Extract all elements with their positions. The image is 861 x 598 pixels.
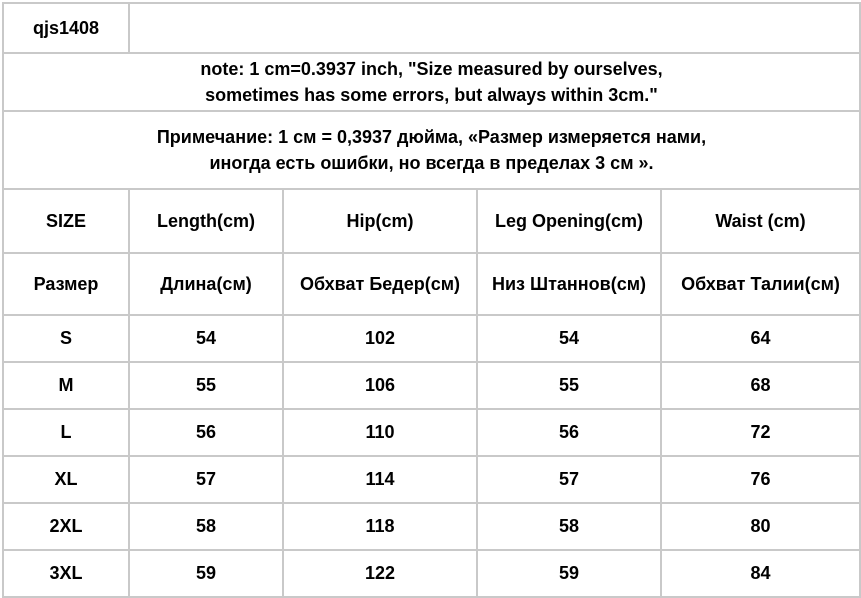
note-ru <box>3 111 860 189</box>
product-code: qjs1408 <box>3 3 129 53</box>
header-en-hip: Hip(cm) <box>283 189 477 253</box>
table-row <box>3 409 860 456</box>
size-label: 3XL <box>3 550 129 597</box>
waist-value: 80 <box>661 503 860 550</box>
header-ru-length: Длина(см) <box>129 253 283 315</box>
waist-value: 64 <box>661 315 860 362</box>
product-code-row <box>3 3 860 53</box>
waist-value: 68 <box>661 362 860 409</box>
header-ru-size: Размер <box>3 253 129 315</box>
hip-value: 110 <box>283 409 477 456</box>
size-label: XL <box>3 456 129 503</box>
header-ru-waist: Обхват Талии(см) <box>661 253 860 315</box>
leg-opening-value: 57 <box>477 456 661 503</box>
header-en-row <box>3 189 860 253</box>
size-label: L <box>3 409 129 456</box>
note-en-line-1: note: 1 cm=0.3937 inch, "Size measured by ourselves, <box>200 59 663 79</box>
table-row <box>3 503 860 550</box>
header-en-length: Length(cm) <box>129 189 283 253</box>
table-row <box>3 550 860 597</box>
waist-value: 76 <box>661 456 860 503</box>
size-chart-table <box>2 2 861 598</box>
waist-value: 84 <box>661 550 860 597</box>
note-en-row <box>3 53 860 111</box>
note-ru-line-2: иногда есть ошибки, но всегда в пределах 3 см ». <box>209 153 654 173</box>
length-value: 58 <box>129 503 283 550</box>
size-label: 2XL <box>3 503 129 550</box>
size-label: S <box>3 315 129 362</box>
size-label: M <box>3 362 129 409</box>
header-ru-leg-opening: Низ Штаннов(см) <box>477 253 661 315</box>
table-row <box>3 362 860 409</box>
leg-opening-value: 55 <box>477 362 661 409</box>
length-value: 59 <box>129 550 283 597</box>
leg-opening-value: 59 <box>477 550 661 597</box>
header-en-waist: Waist (cm) <box>661 189 860 253</box>
length-value: 54 <box>129 315 283 362</box>
hip-value: 114 <box>283 456 477 503</box>
product-code-empty-cell <box>129 3 860 53</box>
note-ru-row <box>3 111 860 189</box>
waist-value: 72 <box>661 409 860 456</box>
header-en-leg-opening: Leg Opening(cm) <box>477 189 661 253</box>
header-ru-row <box>3 253 860 315</box>
hip-value: 106 <box>283 362 477 409</box>
table-row <box>3 456 860 503</box>
note-en-line-2: sometimes has some errors, but always within 3cm." <box>205 85 658 105</box>
leg-opening-value: 54 <box>477 315 661 362</box>
hip-value: 102 <box>283 315 477 362</box>
length-value: 57 <box>129 456 283 503</box>
length-value: 56 <box>129 409 283 456</box>
note-ru-line-1: Примечание: 1 см = 0,3937 дюйма, «Размер измеряется нами, <box>156 127 707 147</box>
table-row <box>3 315 860 362</box>
header-en-size: SIZE <box>3 189 129 253</box>
hip-value: 118 <box>283 503 477 550</box>
leg-opening-value: 56 <box>477 409 661 456</box>
hip-value: 122 <box>283 550 477 597</box>
header-ru-hip: Обхват Бедер(см) <box>283 253 477 315</box>
leg-opening-value: 58 <box>477 503 661 550</box>
length-value: 55 <box>129 362 283 409</box>
note-en <box>3 53 860 111</box>
